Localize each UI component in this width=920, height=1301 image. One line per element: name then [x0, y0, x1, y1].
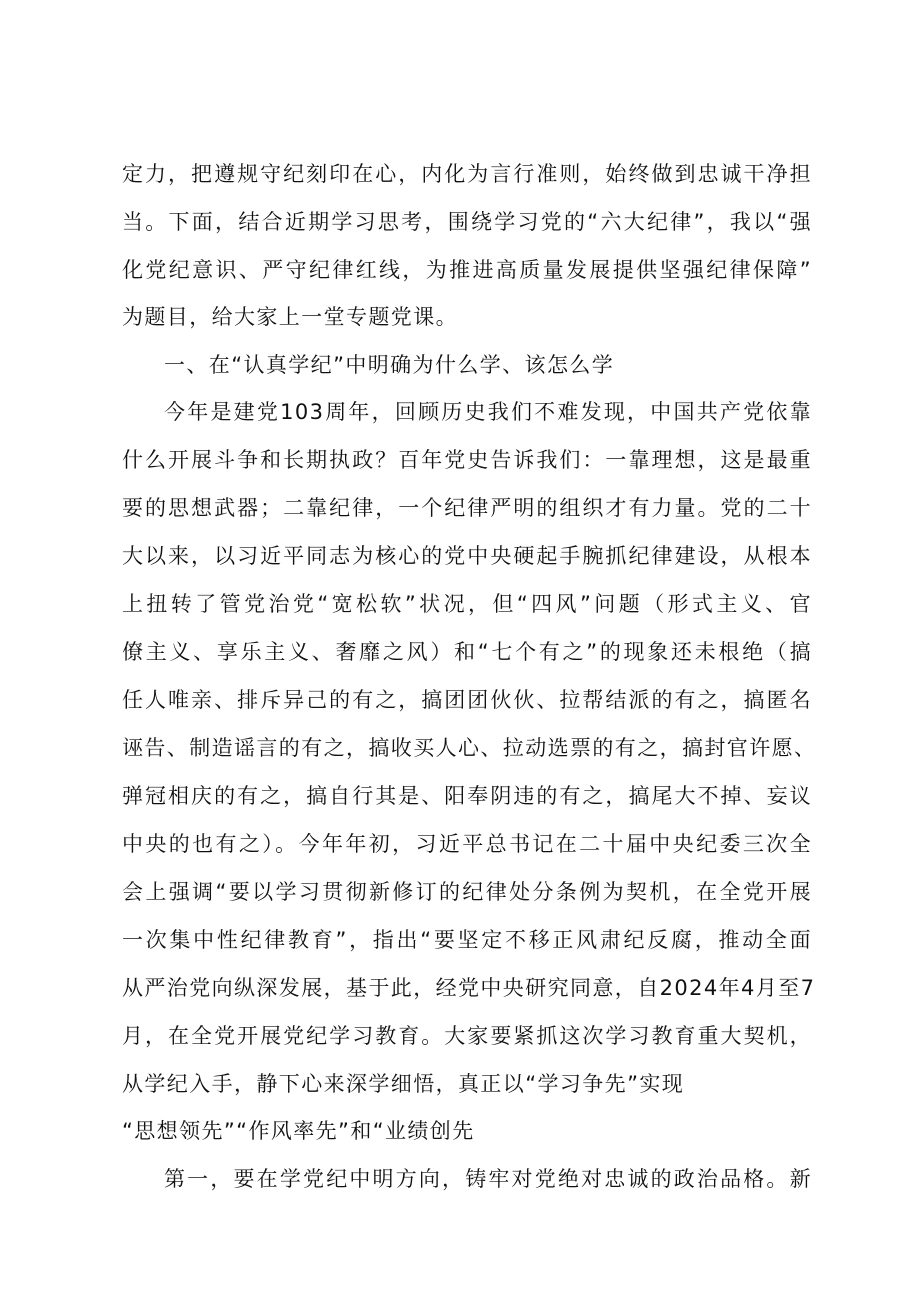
text-line: 什么开展斗争和长期执政？百年党史告诉我们：一靠理想，这是最重 [122, 448, 812, 472]
text-line: 要的思想武器；二靠纪律，一个纪律严明的组织才有力量。党的二十 [122, 496, 812, 520]
text-line: 化党纪意识、严守纪律红线，为推进高质量发展提供坚强纪律保障” [122, 258, 812, 282]
text-line: 当。下面，结合近期学习思考，围绕学习党的“六大纪律”，我以“强 [122, 210, 812, 234]
text-line: “思想领先”“作风率先”和“业绩创先 [122, 1119, 475, 1143]
text-line: 为题目，给大家上一堂专题党课。 [122, 305, 458, 329]
text-line: 第一，要在学党纪中明方向，铸牢对党绝对忠诚的政治品格。新 [164, 1167, 812, 1191]
text-line: 从严治党向纵深发展，基于此，经党中央研究同意，自2024年4月至7 [122, 976, 816, 1000]
text-line: 任人唯亲、排斥异己的有之，搞团团伙伙、拉帮结派的有之，搞匿名 [122, 688, 812, 712]
text-line: 弹冠相庆的有之，搞自行其是、阳奉阴违的有之，搞尾大不掉、妄议 [122, 784, 812, 808]
text-line: 从学纪入手，静下心来深学细悟，真正以“学习争先”实现 [122, 1072, 685, 1096]
text-line: 僚主义、享乐主义、奢靡之风）和“七个有之”的现象还未根绝（搞 [122, 640, 812, 664]
text-line: 今年是建党103周年，回顾历史我们不难发现，中国共产党依靠 [164, 400, 812, 424]
section-heading: 一、在“认真学纪”中明确为什么学、该怎么学 [164, 353, 615, 377]
text-line: 诬告、制造谣言的有之，搞收买人心、拉动选票的有之，搞封官许愿、 [122, 736, 817, 760]
text-line: 中央的也有之）。今年年初，习近平总书记在二十届中央纪委三次全 [122, 832, 812, 856]
text-line: 月，在全党开展党纪学习教育。大家要紧抓这次学习教育重大契机， [122, 1024, 812, 1048]
text-line: 大以来，以习近平同志为核心的党中央硬起手腕抓纪律建设，从根本 [122, 544, 812, 568]
text-line: 上扭转了管党治党“宽松软”状况，但“四风”问题（形式主义、官 [122, 592, 812, 616]
text-line: 一次集中性纪律教育”，指出“要坚定不移正风肃纪反腐，推动全面 [122, 928, 812, 952]
text-line: 定力，把遵规守纪刻印在心，内化为言行准则，始终做到忠诚干净担 [122, 162, 812, 186]
text-line: 会上强调“要以学习贯彻新修订的纪律处分条例为契机，在全党开展 [122, 880, 812, 904]
